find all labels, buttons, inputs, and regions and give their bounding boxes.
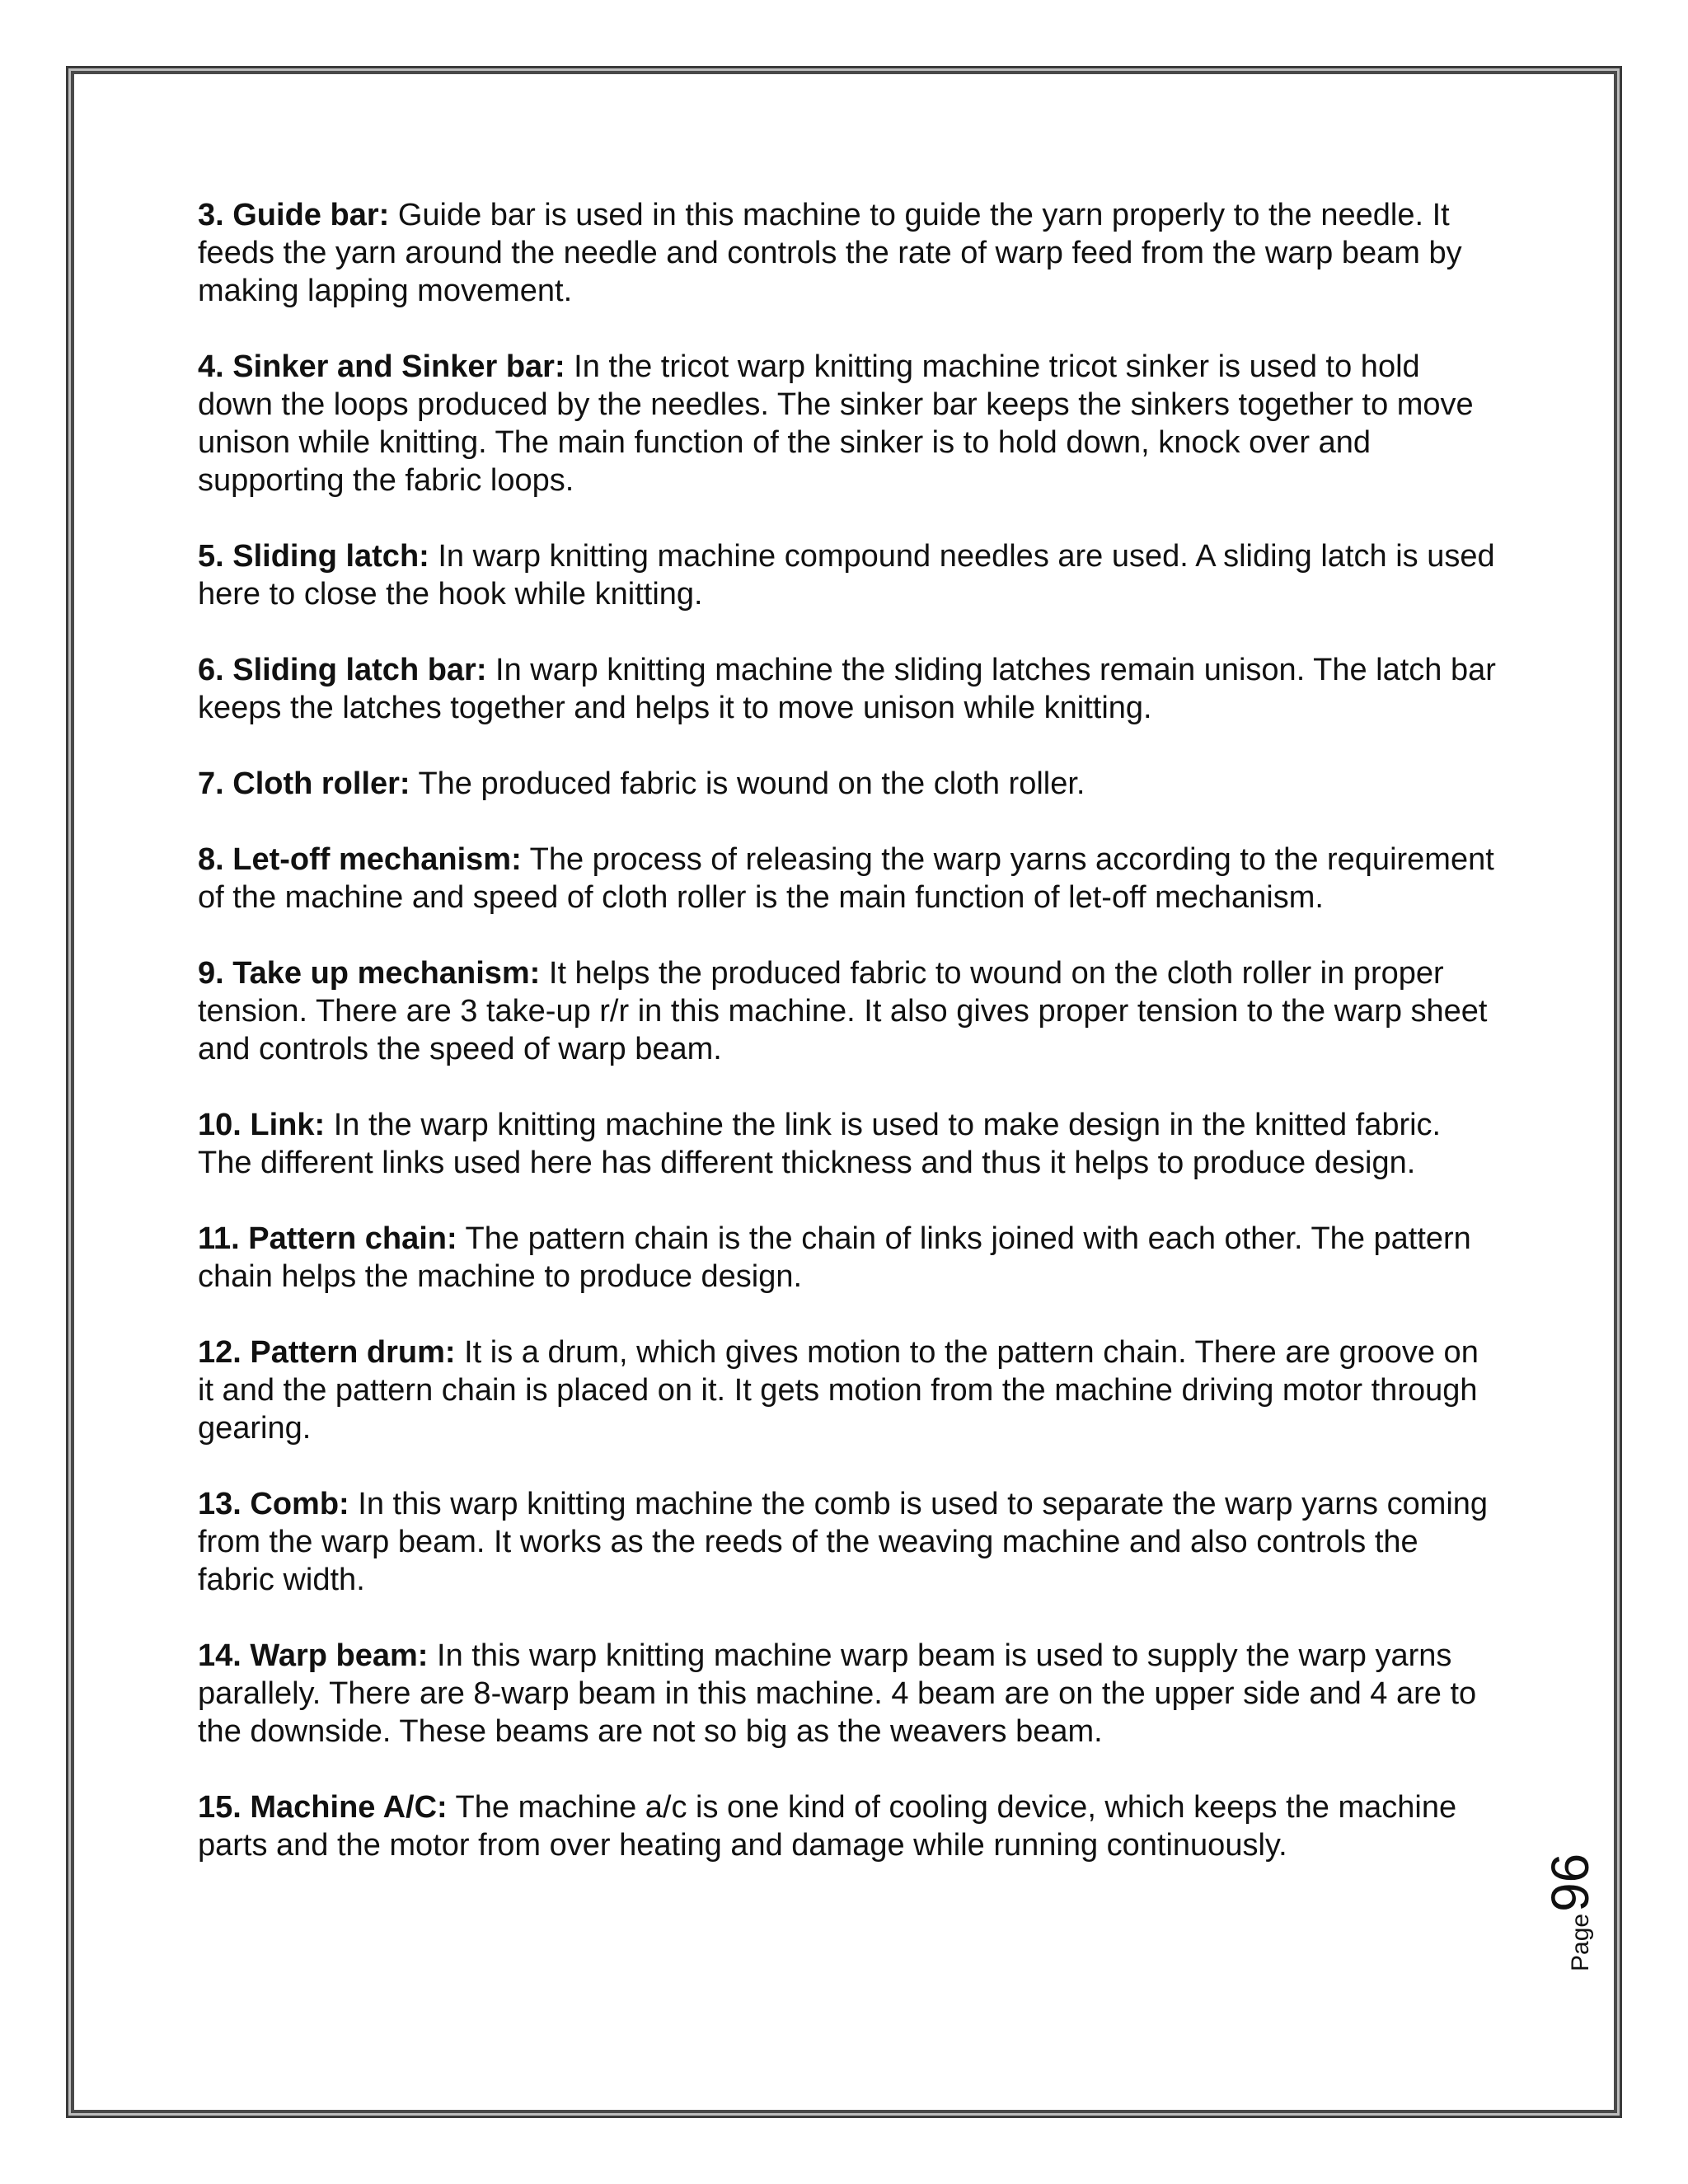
item-term: 3. Guide bar: [198, 198, 390, 232]
page-number-label: Page [1567, 1913, 1594, 1971]
item-term: 8. Let-off mechanism: [198, 842, 522, 877]
page-number-value: 96 [1540, 1853, 1600, 1912]
document-body [198, 196, 1500, 1902]
item-sinker-bar [198, 348, 1500, 499]
item-take-up-mechanism [198, 954, 1500, 1068]
item-term: 9. Take up mechanism: [198, 956, 541, 991]
item-text: It helps the produced fabric to wound on the cloth roller in proper tension. There are 3 take-up r/r in this machine. It also gives proper tension to the warp sheet and controls the speed of warp beam. [198, 956, 1488, 1066]
item-term: 7. Cloth roller: [198, 766, 410, 801]
item-text: The process of releasing the warp yarns according to the requirement of the machine and speed of cloth roller is the main function of let-off mechanism. [198, 842, 1494, 915]
item-text: In the tricot warp knitting machine tricot sinker is used to hold down the loops produced by the needles. The sinker bar keeps the sinkers together to move unison while knitting. The main function of the sinker is to hold down, knock over and supporting the fabric loops. [198, 349, 1474, 498]
item-term: 6. Sliding latch bar: [198, 653, 487, 687]
item-text: In this warp knitting machine warp beam is used to supply the warp yarns parallely. There are 8-warp beam in this machine. 4 beam are on the upper side and 4 are to the downside. These beams are not so big as the weavers beam. [198, 1638, 1477, 1749]
item-term: 15. Machine A/C: [198, 1790, 448, 1825]
item-sliding-latch [198, 537, 1500, 613]
item-pattern-chain [198, 1220, 1500, 1296]
item-term: 10. Link: [198, 1108, 326, 1142]
item-term: 13. Comb: [198, 1487, 349, 1521]
item-text: The pattern chain is the chain of links joined with each other. The pattern chain helps the machine to produce design. [198, 1221, 1471, 1294]
item-term: 4. Sinker and Sinker bar: [198, 349, 565, 384]
item-text: Guide bar is used in this machine to guide the yarn properly to the needle. It feeds the yarn around the needle and controls the rate of warp feed from the warp beam by making lapping movement. [198, 198, 1462, 308]
item-term: 12. Pattern drum: [198, 1335, 456, 1370]
item-machine-ac [198, 1788, 1500, 1864]
item-term: 14. Warp beam: [198, 1638, 429, 1673]
item-text: It is a drum, which gives motion to the pattern chain. There are groove on it and the pattern chain is placed on it. It gets motion from the machine driving motor through gearing. [198, 1335, 1479, 1446]
item-warp-beam [198, 1637, 1500, 1750]
item-text: The machine a/c is one kind of cooling device, which keeps the machine parts and the motor from over heating and damage while running continuously. [198, 1790, 1457, 1863]
item-cloth-roller [198, 765, 1500, 803]
item-comb [198, 1485, 1500, 1599]
item-link [198, 1106, 1500, 1182]
item-term: 11. Pattern chain: [198, 1221, 457, 1256]
item-guide-bar [198, 196, 1500, 310]
item-pattern-drum [198, 1333, 1500, 1447]
item-text: The produced fabric is wound on the cloth roller. [410, 766, 1085, 801]
item-let-off-mechanism [198, 841, 1500, 916]
page-number [1540, 1854, 1601, 1971]
item-term: 5. Sliding latch: [198, 539, 429, 574]
item-sliding-latch-bar [198, 651, 1500, 727]
item-text: In warp knitting machine compound needles are used. A sliding latch is used here to close the hook while knitting. [198, 539, 1495, 612]
item-text: In warp knitting machine the sliding latches remain unison. The latch bar keeps the latches together and helps it to move unison while knitting. [198, 653, 1496, 725]
item-text: In the warp knitting machine the link is used to make design in the knitted fabric. The different links used here has different thickness and thus it helps to produce design. [198, 1108, 1442, 1180]
item-text: In this warp knitting machine the comb is used to separate the warp yarns coming from the warp beam. It works as the reeds of the weaving machine and also controls the fabric width. [198, 1487, 1489, 1597]
